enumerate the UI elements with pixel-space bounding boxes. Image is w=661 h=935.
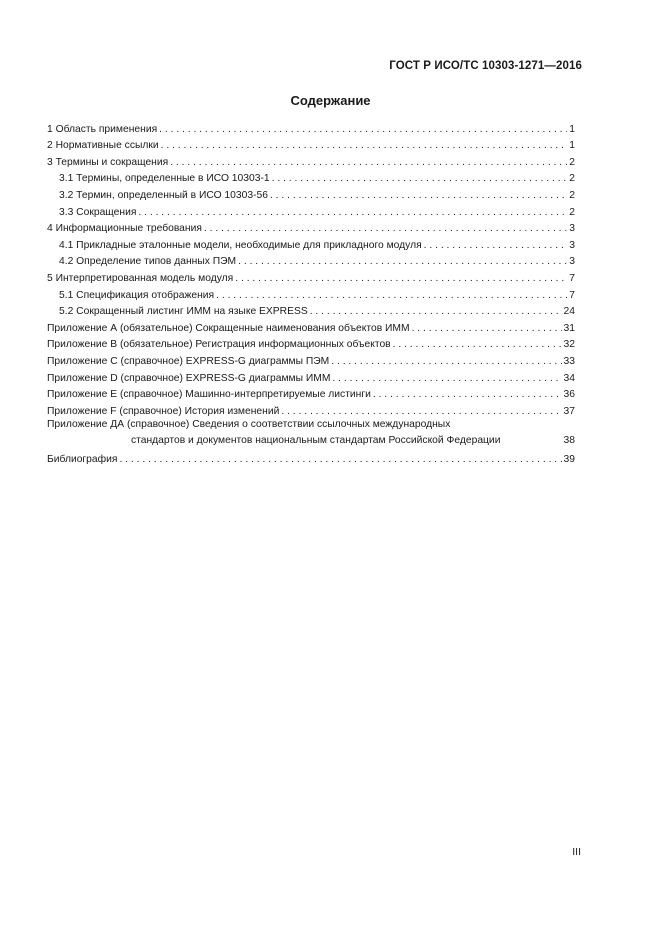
toc-entry-page: 2 <box>569 206 575 218</box>
toc-entry-text: 5.1 Спецификация отображения <box>59 289 215 301</box>
toc-leader-dots <box>159 123 567 136</box>
toc-leader-dots <box>281 405 561 418</box>
toc-leader-dots <box>272 172 568 185</box>
toc-entry[interactable] <box>47 302 575 319</box>
toc-entry-text: 1 Область применения <box>47 123 158 135</box>
toc-entry-text: Библиография <box>47 454 118 466</box>
toc-entry-page: 39 <box>563 454 575 466</box>
toc-entry-text: Приложение В (обязательное) Регистрация информационных объектов <box>47 339 391 351</box>
toc-entry-text: 5.2 Сокращенный листинг ИММ на языке EXPRESS <box>59 306 308 318</box>
toc-entry[interactable] <box>47 219 575 236</box>
toc-leader-dots <box>161 139 568 152</box>
toc-entry-page: 34 <box>563 372 575 384</box>
toc-entry-text-continued: стандартов и документов национальным стандартам Российской Федерации <box>131 434 501 446</box>
toc-entry[interactable] <box>47 202 575 219</box>
toc-entry-text: Приложение Е (справочное) Машинно-интерпретируемые листинги <box>47 389 371 401</box>
toc-leader-dots <box>424 239 568 252</box>
toc-entry-text: Приложение F (справочное) История изменений <box>47 405 280 417</box>
toc-entry[interactable] <box>47 152 575 169</box>
toc-leader-dots <box>270 189 567 202</box>
toc-entry-text: 4.1 Прикладные эталонные модели, необходимые для прикладного модуля <box>59 239 422 251</box>
toc-leader-dots <box>332 372 561 385</box>
toc-entry-page: 3 <box>569 223 575 235</box>
toc-leader-dots <box>393 338 562 351</box>
toc-entry-page: 7 <box>569 272 575 284</box>
toc-entry-text: 3.1 Термины, определенные в ИСО 10303-1 <box>59 173 270 185</box>
toc-entry-text: 5 Интерпретированная модель модуля <box>47 272 234 284</box>
toc-leader-dots <box>238 255 567 268</box>
toc-entry[interactable] <box>47 385 575 402</box>
toc-entry-page: 31 <box>563 322 575 334</box>
toc-entry-page: 7 <box>569 289 575 301</box>
toc-entry[interactable] <box>47 268 575 285</box>
toc-entry-page: 2 <box>569 189 575 201</box>
table-of-contents <box>47 119 575 466</box>
toc-entry[interactable] <box>47 351 575 368</box>
toc-entry-bibliography[interactable] <box>47 450 575 467</box>
toc-entry[interactable] <box>47 169 575 186</box>
toc-leader-dots <box>216 289 567 302</box>
toc-entry-page: 2 <box>569 173 575 185</box>
toc-entry-text: Приложение С (справочное) EXPRESS-G диаграммы ПЭМ <box>47 355 330 367</box>
toc-entry-page: 36 <box>563 389 575 401</box>
toc-leader-dots <box>373 388 562 401</box>
toc-entry[interactable] <box>47 401 575 418</box>
toc-leader-dots <box>235 272 567 285</box>
toc-entry[interactable] <box>47 119 575 136</box>
toc-entry[interactable] <box>47 318 575 335</box>
toc-entry-page: 3 <box>569 239 575 251</box>
toc-entry-page: 38 <box>563 434 575 446</box>
document-header: ГОСТ Р ИСО/ТС 10303-1271—2016 <box>389 60 582 72</box>
toc-entry-text: 3 Термины и сокращения <box>47 156 169 168</box>
toc-entry-text: 4 Информационные требования <box>47 223 202 235</box>
toc-entry-page: 24 <box>563 306 575 318</box>
toc-entry[interactable] <box>47 368 575 385</box>
page-title: Содержание <box>290 93 371 108</box>
page-number: III <box>572 846 581 858</box>
toc-entry[interactable] <box>47 185 575 202</box>
toc-entry-text: 4.2 Определение типов данных ПЭМ <box>59 256 237 268</box>
toc-entry-page: 2 <box>569 156 575 168</box>
toc-leader-dots <box>138 206 567 219</box>
toc-entry-text: Приложение D (справочное) EXPRESS-G диаграммы ИММ <box>47 372 331 384</box>
toc-leader-dots <box>119 453 561 466</box>
toc-entry-text: 2 Нормативные ссылки <box>47 140 159 152</box>
toc-leader-dots <box>331 355 561 368</box>
toc-entry-text: Приложение А (обязательное) Сокращенные наименования объектов ИММ <box>47 322 410 334</box>
toc-entry-text: 3.2 Термин, определенный в ИСО 10303-56 <box>59 189 268 201</box>
toc-leader-dots <box>412 322 562 335</box>
toc-entry[interactable] <box>47 136 575 153</box>
toc-leader-dots <box>204 222 567 235</box>
toc-entry-page: 3 <box>569 256 575 268</box>
toc-leader-dots <box>310 305 562 318</box>
toc-entry-page: 32 <box>563 339 575 351</box>
toc-entry-page: 33 <box>563 355 575 367</box>
toc-leader-dots <box>170 156 567 169</box>
toc-entry-page: 1 <box>569 123 575 135</box>
toc-entry-text: Приложение ДА (справочное) Сведения о соответствии ссылочных международных <box>47 418 451 430</box>
toc-entry[interactable] <box>47 235 575 252</box>
toc-entry-page: 1 <box>569 140 575 152</box>
toc-entry-annex-da[interactable] <box>47 418 575 450</box>
toc-entry[interactable] <box>47 335 575 352</box>
toc-entry[interactable] <box>47 285 575 302</box>
toc-entry[interactable] <box>47 252 575 269</box>
toc-entry-text: 3.3 Сокращения <box>59 206 137 218</box>
toc-entry-page: 37 <box>563 405 575 417</box>
